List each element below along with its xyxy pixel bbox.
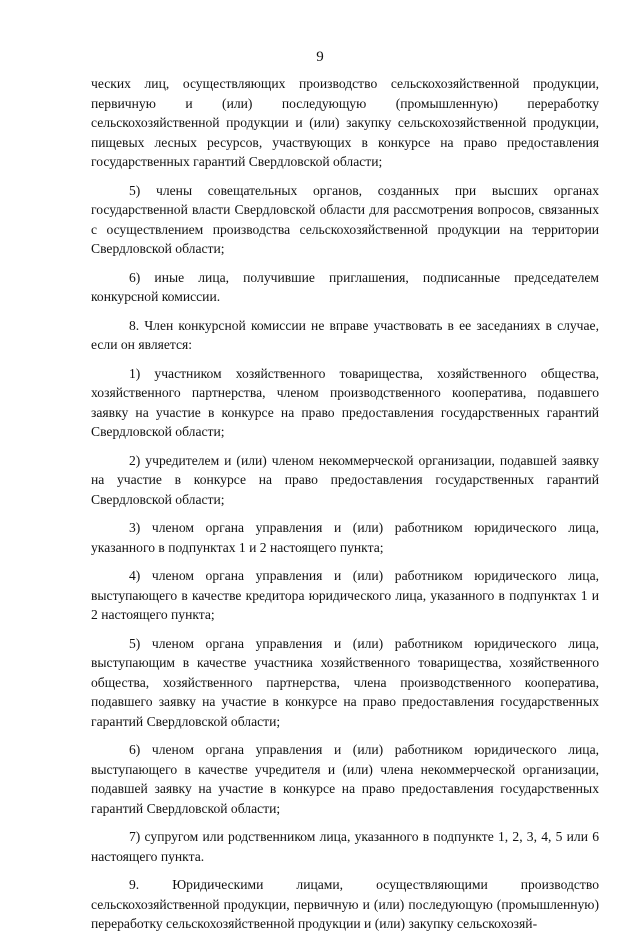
page-number: 9 (316, 49, 324, 65)
paragraph-item-6-invited: 6) иные лица, получившие приглашения, подписанные председателем конкурсной комиссии. (91, 269, 599, 304)
document-body (91, 74, 599, 934)
paragraph-clause-8: 8. Член конкурсной комиссии не вправе участвовать в ее заседаниях в случае, если он является: (91, 317, 599, 352)
paragraph-continuation: ческих лиц, осуществляющих производство сельскохозяйственной продукции, первичную и (или) последующую (промышленную) переработку сельскохозяйственной продукции и (или) закупку сельскохозяйственной продукции, пищевых лесных ресурсов, участвующих в конкурсе на право предоставления государственных гарантий Свердловской области; (91, 76, 599, 169)
paragraph-clause-8-item-5: 5) членом органа управления и (или) работником юридического лица, выступающим в качестве участника хозяйственного товарищества, хозяйственного общества, хозяйственного партнерства, члена производственного кооператива, подавшего заявку на участие в конкурсе на право предоставления государственных гарантий Свердловской области; (91, 635, 599, 729)
paragraph-clause-9: 9. Юридическими лицами, осуществляющими производство сельскохозяйственной продукции, первичную и (или) последующую (промышленную) переработку сельскохозяйственной продукции и (или) закупку сельскохозяй- (91, 877, 599, 931)
paragraph-clause-8-item-3: 3) членом органа управления и (или) работником юридического лица, указанного в подпунктах 1 и 2 настоящего пункта; (91, 520, 599, 555)
paragraph-clause-8-item-2: 2) учредителем и (или) членом некоммерческой организации, подавшей заявку на участие в конкурсе на право предоставления государственных гарантий Свердловской области; (91, 452, 599, 507)
paragraph-clause-8-item-6: 6) членом органа управления и (или) работником юридического лица, выступающего в качестве учредителя и (или) члена некоммерческой организации, подавшей заявку на участие в конкурсе на право предоставления государственных гарантий Свердловской области; (91, 742, 599, 816)
paragraph-clause-8-item-4: 4) членом органа управления и (или) работником юридического лица, выступающего в качестве кредитора юридического лица, указанного в подпунктах 1 и 2 настоящего пункта; (91, 568, 599, 622)
paragraph-clause-8-item-7: 7) супругом или родственником лица, указанного в подпункте 1, 2, 3, 4, 5 или 6 настоящего пункта. (91, 829, 599, 864)
paragraph-item-5-members: 5) члены совещательных органов, созданных при высших органах государственной власти Свердловской области для рассмотрения вопросов, связанных с осуществлением производства сельскохозяйственной продукции на территории Свердловской области; (91, 182, 599, 256)
paragraph-clause-8-item-1: 1) участником хозяйственного товарищества, хозяйственного общества, хозяйственного партнерства, членом производственного кооператива, подавшего заявку на участие в конкурсе на право предоставления государственных гарантий Свердловской области; (91, 365, 599, 439)
